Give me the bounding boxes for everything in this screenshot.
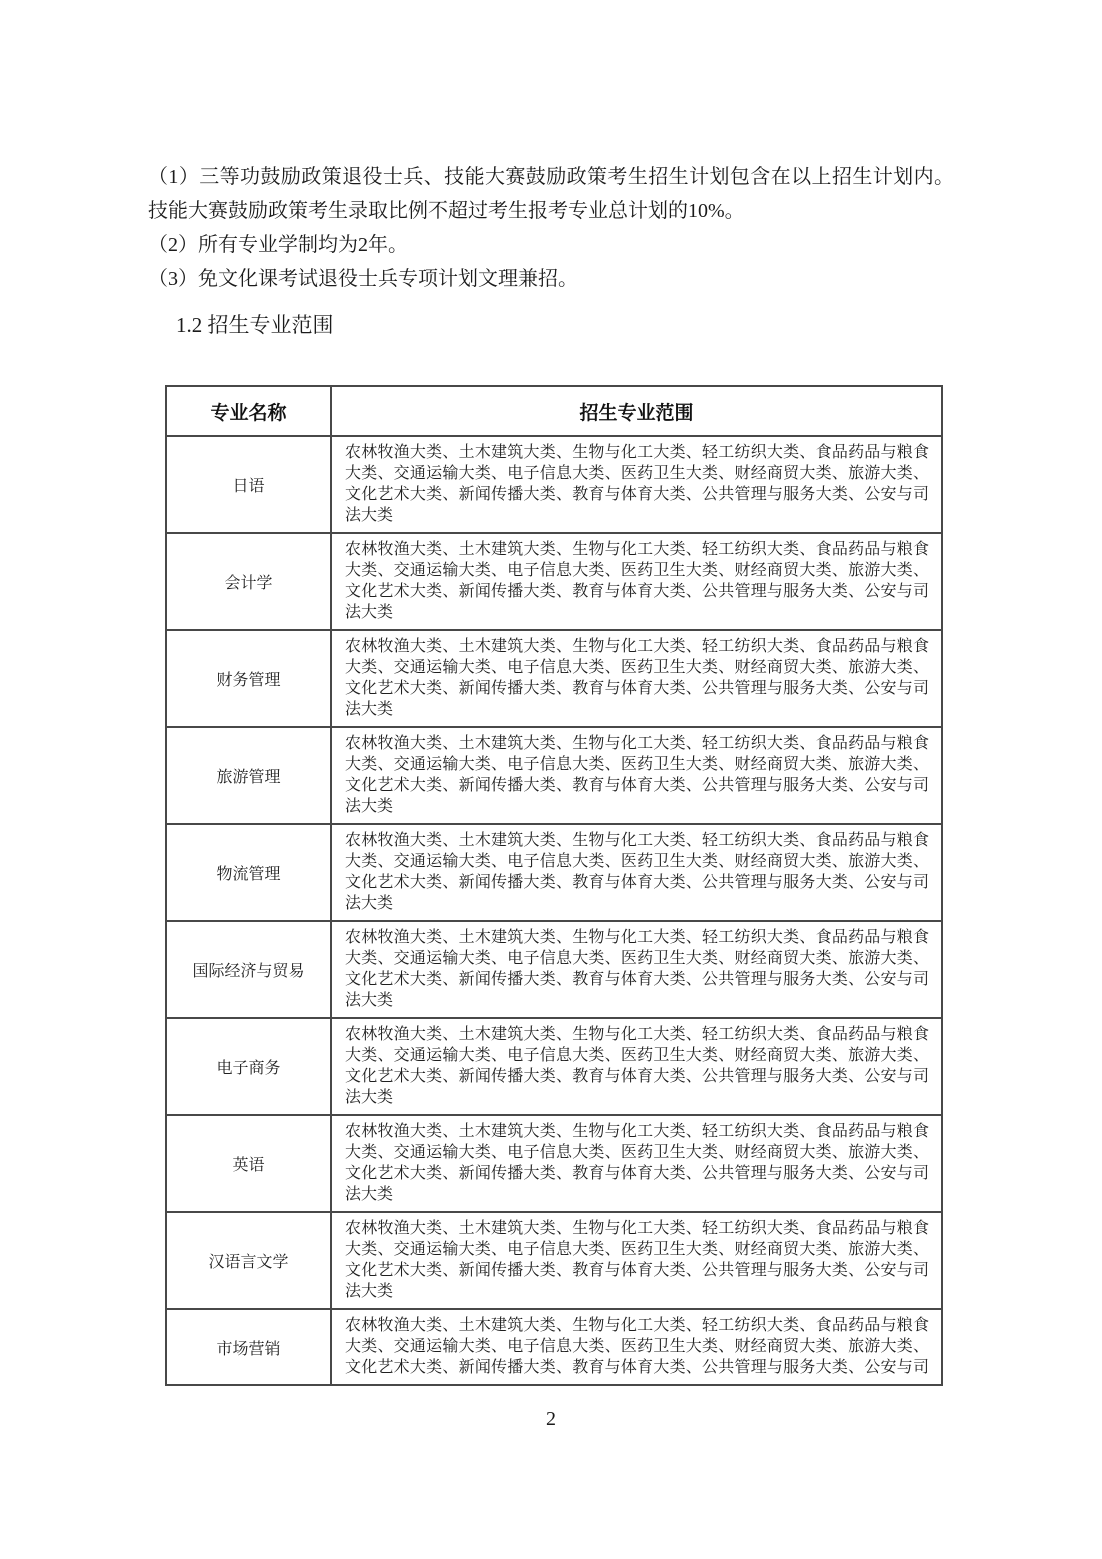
major-name-cell: 汉语言文学 bbox=[166, 1212, 331, 1309]
scope-cell bbox=[331, 630, 942, 727]
scope-cell bbox=[331, 824, 942, 921]
major-name-cell: 会计学 bbox=[166, 533, 331, 630]
table-row bbox=[166, 727, 942, 824]
scope-line: 大类、交通运输大类、电子信息大类、医药卫生大类、财经商贸大类、旅游大类、 bbox=[345, 659, 929, 676]
scope-line: 大类、交通运输大类、电子信息大类、医药卫生大类、财经商贸大类、旅游大类、 bbox=[345, 465, 929, 482]
scope-line: 大类、交通运输大类、电子信息大类、医药卫生大类、财经商贸大类、旅游大类、 bbox=[345, 853, 929, 870]
column-header-scope: 招生专业范围 bbox=[331, 386, 942, 436]
scope-line: 大类、交通运输大类、电子信息大类、医药卫生大类、财经商贸大类、旅游大类、 bbox=[345, 562, 929, 579]
scope-line: 农林牧渔大类、土木建筑大类、生物与化工大类、轻工纺织大类、食品药品与粮食 bbox=[345, 832, 929, 849]
major-name-cell: 财务管理 bbox=[166, 630, 331, 727]
scope-line: 农林牧渔大类、土木建筑大类、生物与化工大类、轻工纺织大类、食品药品与粮食 bbox=[345, 541, 929, 558]
scope-line: 农林牧渔大类、土木建筑大类、生物与化工大类、轻工纺织大类、食品药品与粮食 bbox=[345, 735, 929, 752]
scope-line: 法大类 bbox=[345, 701, 394, 718]
scope-cell bbox=[331, 533, 942, 630]
major-name-cell: 英语 bbox=[166, 1115, 331, 1212]
scope-line: 文化艺术大类、新闻传播大类、教育与体育大类、公共管理与服务大类、公安与司 bbox=[345, 777, 929, 794]
major-name-cell: 电子商务 bbox=[166, 1018, 331, 1115]
scope-line: 农林牧渔大类、土木建筑大类、生物与化工大类、轻工纺织大类、食品药品与粮食 bbox=[345, 444, 929, 461]
table-header-row bbox=[166, 386, 942, 436]
table-row bbox=[166, 630, 942, 727]
scope-cell bbox=[331, 921, 942, 1018]
note-paragraph-3: （3）免文化课考试退役士兵专项计划文理兼招。 bbox=[148, 268, 578, 290]
scope-line: 大类、交通运输大类、电子信息大类、医药卫生大类、财经商贸大类、旅游大类、 bbox=[345, 1241, 929, 1258]
scope-line: 农林牧渔大类、土木建筑大类、生物与化工大类、轻工纺织大类、食品药品与粮食 bbox=[345, 1317, 929, 1334]
scope-line: 文化艺术大类、新闻传播大类、教育与体育大类、公共管理与服务大类、公安与司 bbox=[345, 874, 929, 891]
scope-line: 法大类 bbox=[345, 1089, 394, 1106]
major-name-cell: 国际经济与贸易 bbox=[166, 921, 331, 1018]
scope-line: 文化艺术大类、新闻传播大类、教育与体育大类、公共管理与服务大类、公安与司 bbox=[345, 1262, 929, 1279]
major-name-cell: 日语 bbox=[166, 436, 331, 533]
page-number: 2 bbox=[546, 1408, 556, 1430]
scope-line: 文化艺术大类、新闻传播大类、教育与体育大类、公共管理与服务大类、公安与司 bbox=[345, 680, 929, 697]
scope-line: 法大类 bbox=[345, 895, 394, 912]
table-row bbox=[166, 1018, 942, 1115]
scope-cell bbox=[331, 1018, 942, 1115]
scope-line: 法大类 bbox=[345, 798, 394, 815]
scope-line: 法大类 bbox=[345, 1283, 394, 1300]
scope-line: 法大类 bbox=[345, 507, 394, 524]
table-row bbox=[166, 921, 942, 1018]
scope-line: 农林牧渔大类、土木建筑大类、生物与化工大类、轻工纺织大类、食品药品与粮食 bbox=[345, 1220, 929, 1237]
scope-line: 文化艺术大类、新闻传播大类、教育与体育大类、公共管理与服务大类、公安与司 bbox=[345, 583, 929, 600]
table-row bbox=[166, 1309, 942, 1385]
enrollment-scope-table bbox=[165, 385, 943, 1386]
scope-line: 文化艺术大类、新闻传播大类、教育与体育大类、公共管理与服务大类、公安与司 bbox=[345, 1359, 929, 1376]
scope-cell bbox=[331, 727, 942, 824]
scope-line: 大类、交通运输大类、电子信息大类、医药卫生大类、财经商贸大类、旅游大类、 bbox=[345, 756, 929, 773]
scope-cell bbox=[331, 436, 942, 533]
scope-cell bbox=[331, 1309, 942, 1385]
scope-line: 大类、交通运输大类、电子信息大类、医药卫生大类、财经商贸大类、旅游大类、 bbox=[345, 950, 929, 967]
scope-line: 文化艺术大类、新闻传播大类、教育与体育大类、公共管理与服务大类、公安与司 bbox=[345, 971, 929, 988]
table-row bbox=[166, 533, 942, 630]
table-row bbox=[166, 824, 942, 921]
scope-line: 文化艺术大类、新闻传播大类、教育与体育大类、公共管理与服务大类、公安与司 bbox=[345, 1165, 929, 1182]
scope-line: 文化艺术大类、新闻传播大类、教育与体育大类、公共管理与服务大类、公安与司 bbox=[345, 486, 929, 503]
table-row bbox=[166, 1212, 942, 1309]
scope-line: 农林牧渔大类、土木建筑大类、生物与化工大类、轻工纺织大类、食品药品与粮食 bbox=[345, 929, 929, 946]
scope-line: 农林牧渔大类、土木建筑大类、生物与化工大类、轻工纺织大类、食品药品与粮食 bbox=[345, 1123, 929, 1140]
scope-line: 大类、交通运输大类、电子信息大类、医药卫生大类、财经商贸大类、旅游大类、 bbox=[345, 1047, 929, 1064]
scope-line: 法大类 bbox=[345, 604, 394, 621]
table-row bbox=[166, 1115, 942, 1212]
scope-line: 法大类 bbox=[345, 1186, 394, 1203]
table-row bbox=[166, 436, 942, 533]
scope-line: 大类、交通运输大类、电子信息大类、医药卫生大类、财经商贸大类、旅游大类、 bbox=[345, 1144, 929, 1161]
scope-line: 法大类 bbox=[345, 992, 394, 1009]
major-name-cell: 旅游管理 bbox=[166, 727, 331, 824]
note-paragraph-2: （2）所有专业学制均为2年。 bbox=[148, 234, 408, 256]
major-name-cell: 市场营销 bbox=[166, 1309, 331, 1385]
note-paragraph-1: （1）三等功鼓励政策退役士兵、技能大赛鼓励政策考生招生计划包含在以上招生计划内。技能大赛鼓励政策考生录取比例不超过考生报考专业总计划的10%。 bbox=[148, 166, 954, 222]
scope-line: 大类、交通运输大类、电子信息大类、医药卫生大类、财经商贸大类、旅游大类、 bbox=[345, 1338, 929, 1355]
document-content bbox=[148, 160, 954, 1386]
scope-line: 农林牧渔大类、土木建筑大类、生物与化工大类、轻工纺织大类、食品药品与粮食 bbox=[345, 1026, 929, 1043]
scope-line: 文化艺术大类、新闻传播大类、教育与体育大类、公共管理与服务大类、公安与司 bbox=[345, 1068, 929, 1085]
column-header-major-name: 专业名称 bbox=[166, 386, 331, 436]
major-name-cell: 物流管理 bbox=[166, 824, 331, 921]
section-heading: 1.2 招生专业范围 bbox=[176, 313, 334, 337]
scope-cell bbox=[331, 1212, 942, 1309]
scope-cell bbox=[331, 1115, 942, 1212]
scope-line: 农林牧渔大类、土木建筑大类、生物与化工大类、轻工纺织大类、食品药品与粮食 bbox=[345, 638, 929, 655]
